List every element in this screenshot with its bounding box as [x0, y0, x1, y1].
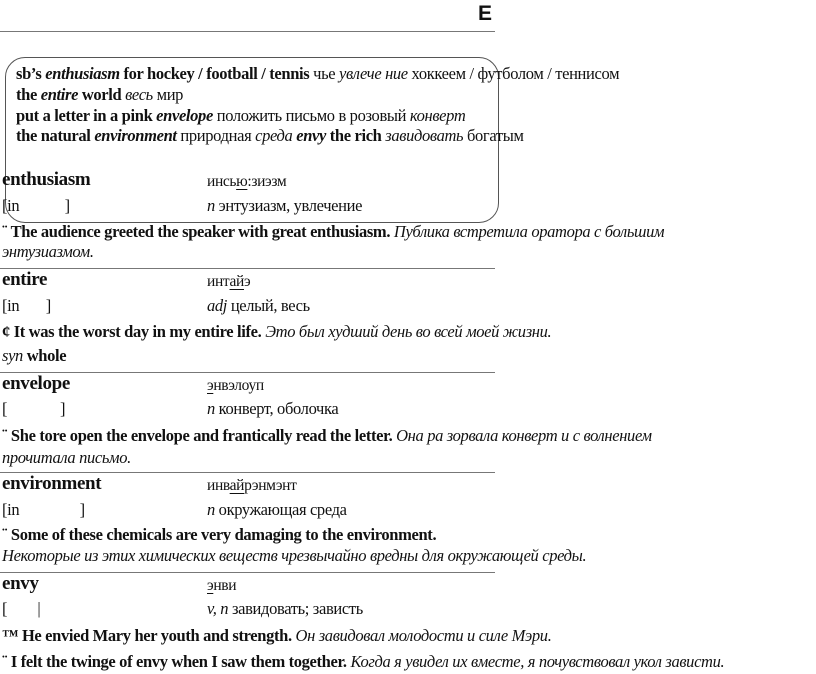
text-segment: природная [176, 126, 256, 145]
text-segment: sb’s [16, 64, 46, 83]
transcription: [ ] [2, 399, 66, 418]
text-segment: the [16, 85, 41, 104]
pronunciation [207, 376, 264, 396]
pron-part: инт [207, 273, 230, 290]
pron-part: инсь [207, 173, 237, 190]
pronunciation [207, 272, 250, 292]
example-line [2, 322, 551, 342]
text-segment: увлече ние [339, 64, 408, 83]
meaning [207, 296, 310, 316]
transcription: [in ] [2, 500, 85, 519]
transcription: [ | [2, 599, 41, 618]
headword: envy [2, 573, 39, 594]
example-line [2, 546, 586, 566]
pron-part: :зиэзм [247, 173, 287, 190]
text-segment: Некоторые из этих химических веществ чрезвычайно вредны для окружающей среды. [2, 546, 587, 565]
text-segment: I felt the twinge of envy when I saw them together. [10, 652, 347, 671]
text-segment: Она ра зорвала конверт и с волнением [392, 426, 652, 445]
pron-stress: ай [229, 477, 245, 494]
text-segment: конверт [409, 106, 466, 125]
example-line [2, 652, 724, 672]
pronunciation [207, 476, 297, 496]
text-segment: богатым [463, 126, 524, 145]
text-segment: whole [22, 346, 67, 365]
text-segment: ¨ [2, 426, 11, 445]
collocation-line [16, 64, 619, 84]
header-rule [0, 31, 495, 32]
text-segment: среда [255, 126, 293, 145]
text-segment: environment [94, 126, 177, 145]
text-segment: entire [40, 85, 79, 104]
example-line [2, 346, 66, 366]
text-segment: Он завидовал молодости и силе Мэри. [291, 626, 552, 645]
text-segment: put a letter in a pink [16, 106, 157, 125]
pronunciation [207, 172, 286, 192]
text-segment: for hockey / football / tennis [119, 64, 310, 83]
example-line [2, 525, 436, 545]
page-letter: E [478, 2, 493, 25]
transcription: [in ] [2, 196, 70, 215]
meaning [207, 399, 338, 419]
translation: окружающая среда [214, 500, 347, 519]
text-segment: enthusiasm [45, 64, 120, 83]
text-segment: положить письмо в розовый [212, 106, 410, 125]
text-segment: the natural [16, 126, 95, 145]
part-of-speech: n [207, 399, 215, 418]
pron-part: нвэлоуп [213, 377, 264, 394]
pron-part: нви [213, 577, 237, 594]
text-segment: прочитала письмо. [2, 448, 131, 467]
pron-stress: э [207, 577, 214, 594]
example-line [2, 222, 664, 242]
pron-stress: э [207, 377, 214, 394]
text-segment: энтузиазмом. [2, 242, 94, 261]
text-segment: Это был худший день во всей моей жизни. [261, 322, 552, 341]
part-of-speech: n [207, 500, 215, 519]
headword: environment [2, 473, 102, 494]
headword: envelope [2, 373, 70, 394]
text-segment: ¨ [2, 222, 11, 241]
collocation-line [16, 85, 183, 105]
pron-stress: ю [236, 173, 248, 190]
text-segment: syn [2, 346, 23, 365]
entry-divider [0, 572, 495, 573]
text-segment: world [78, 85, 126, 104]
translation: энтузиазм, увлечение [214, 196, 363, 215]
text-segment: ™ [2, 626, 22, 645]
text-segment: Публика встретила оратора с большим [390, 222, 665, 241]
pron-part: рэнмэнт [244, 477, 297, 494]
text-segment: He envied Mary her youth and strength. [21, 626, 292, 645]
text-segment: ¨ [2, 525, 11, 544]
meaning [207, 599, 363, 619]
text-segment: ¨ [2, 652, 11, 671]
collocation-line [16, 126, 524, 146]
meaning [207, 500, 347, 520]
translation: целый, весь [227, 296, 310, 315]
text-segment: envy [296, 126, 326, 145]
text-segment: She tore open the envelope and frantically read the letter. [10, 426, 393, 445]
example-line [2, 242, 94, 262]
pron-part: инв [207, 477, 230, 494]
entry-divider [0, 268, 495, 269]
example-line [2, 448, 131, 468]
translation: завидовать; зависть [228, 599, 363, 618]
headword: enthusiasm [2, 169, 91, 190]
pron-part: э [244, 273, 251, 290]
text-segment: завидовать [385, 126, 464, 145]
part-of-speech: v, n [207, 599, 229, 618]
pronunciation [207, 576, 236, 596]
text-segment: ¢ [2, 322, 14, 341]
entry-divider [0, 372, 495, 373]
text-segment: мир [152, 85, 184, 104]
part-of-speech: n [207, 196, 215, 215]
text-segment: The audience greeted the speaker with great enthusiasm. [10, 222, 391, 241]
transcription: [in ] [2, 296, 51, 315]
pron-stress: ай [229, 273, 244, 290]
text-segment: хоккеем / футболом / теннисом [407, 64, 620, 83]
example-line [2, 626, 551, 646]
meaning [207, 196, 362, 216]
translation: конверт, оболочка [214, 399, 339, 418]
part-of-speech: adj [207, 296, 228, 315]
text-segment: envelope [156, 106, 213, 125]
text-segment: Some of these chemicals are very damaging to the environment. [10, 525, 437, 544]
text-segment: It was the worst day in my entire life. [13, 322, 262, 341]
text-segment: Когда я увидел их вместе, я почувствовал укол зависти. [346, 652, 725, 671]
text-segment: чье [309, 64, 339, 83]
collocation-line [16, 106, 465, 126]
example-line [2, 426, 652, 446]
text-segment: the rich [326, 126, 386, 145]
headword: entire [2, 269, 48, 290]
text-segment: весь [125, 85, 153, 104]
